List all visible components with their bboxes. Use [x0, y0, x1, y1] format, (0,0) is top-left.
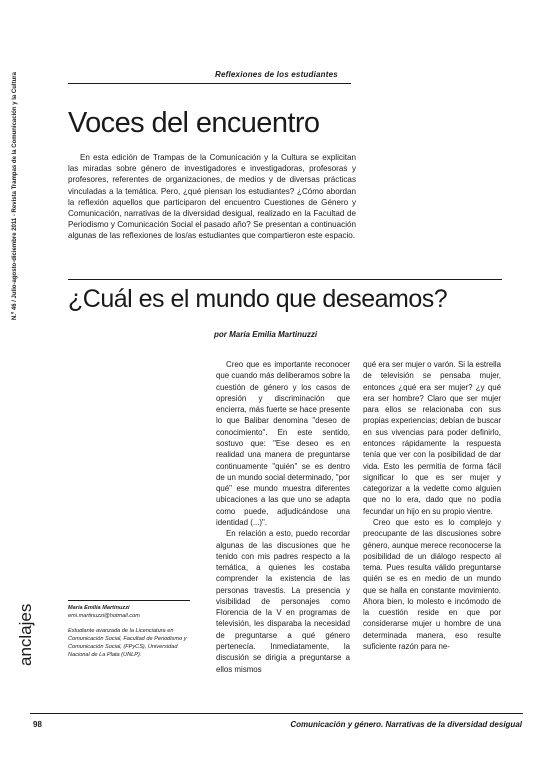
author-name: María Emilia Martinuzzi: [68, 605, 130, 611]
essay-paragraph: qué era ser mujer o varón. Si la estrella de televisión se pensaba mujer, entonces ¿qué era ser mujer? ¿y qué era ser hombre? Claro que ser mujer para ellos se relacionaba con sus propias experiencias; debían de buscar en sus vivencias para poder definirlo, entonces rápidamente la respuesta tenía que ver con la posibilidad de dar vida. Esto les permitía de forma fácil significar lo que es ser mujer y categorizar a la vedette como alguien que no lo era, dado que no podía fecundar un hijo en su propio vientre.: [363, 360, 501, 516]
essay-paragraph: Creo que esto es lo complejo y preocupante de las discusiones sobre género, aunque merece reconocerse la posibilidad de un diálogo respecto al tema. Pues resulta válido preguntarse quién se es en medio de un mundo que se halla en constante movimiento. Ahora bien, lo molesto e incómodo de la cuestión reside en que por considerarse mujer u hombre de una determinada manera, eso resulte suficiente razón para ne-: [363, 517, 501, 652]
author-box-rule: [68, 600, 190, 601]
section-heading: Reflexiones de los estudiantes: [215, 70, 338, 79]
section-divider: [68, 279, 502, 280]
essay-byline: por María Emilia Martinuzzi: [214, 330, 318, 339]
header-rule: [68, 83, 351, 84]
essay-paragraph: Creo que es importante reconocer que cuando más deliberamos sobre la cuestión de género y los casos de opresión y discriminación que encierra, más fuerte se hace presente lo que Balibar denomina "deseo de conocimiento". En este sentido, sostuvo que: "Ese deseo es en realidad una manera de preguntarse continuamente "quién" se es dentro de un mundo social determinado, "por qué" ese mundo muestra diferentes ubicaciones a las que uno se adapta como puede, adjudicándose una identidad (...)".: [216, 360, 350, 527]
essay-column-1: [216, 359, 350, 675]
author-email: emi.martinuzzi@hotmail.com: [68, 613, 140, 619]
article-title: Voces del encuentro: [68, 107, 320, 139]
journal-side-meta: N.º 46 / Julio-agosto-diciembre 2011 - Revista Trampas de la Comunicación y la Cultura: [12, 72, 18, 320]
intro-text: En esta edición de Trampas de la Comunicación y la Cultura se explicitan las miradas sobre género de investigadores e investigadoras, profesoras y profesores, referentes de organizaciones, de medios y de diversas prácticas vinculadas a la temática. Pero, ¿qué piensan los estudiantes? ¿Cómo abordan la reflexión aquellos que participaron del encuentro Cuestiones de Género y Comunicación, narrativas de la diversidad desigual, realizado en la Facultad de Periodismo y Comunicación Social el pasado año? Se presentan a continuación algunas de las reflexiones de los/as estudiantes que compartieron este espacio.: [68, 153, 356, 241]
page-number: 98: [33, 720, 42, 729]
section-brand-vertical: anclajes: [16, 603, 35, 666]
author-info: [68, 604, 190, 659]
footer-running-title: Comunicación y género. Narrativas de la diversidad desigual: [290, 720, 522, 729]
footer-rule: [30, 713, 523, 714]
essay-column-2: [363, 359, 501, 652]
author-bio: Estudiante avanzada de la Licenciatura en Comunicación Social, Facultad de Periodismo y Comunicación Social, (FPyCS), Universidad Nacional de La Plata (UNLP).: [68, 628, 187, 658]
essay-paragraph: En relación a esto, puedo recordar algunas de las discusiones que he tenido con mis padres respecto a la temática, a quienes les costaba comprender la existencia de las personas travestis. La presencia y visibilidad de personajes como Florencia de la V en programas de televisión, les disparaba la necesidad de preguntarse a qué género pertenecía. Inmediatamente, la discusión se dirigía a preguntarse a ellos mismos: [216, 529, 350, 674]
essay-title: ¿Cuál es el mundo que deseamos?: [68, 285, 448, 313]
intro-paragraph: [68, 152, 356, 242]
